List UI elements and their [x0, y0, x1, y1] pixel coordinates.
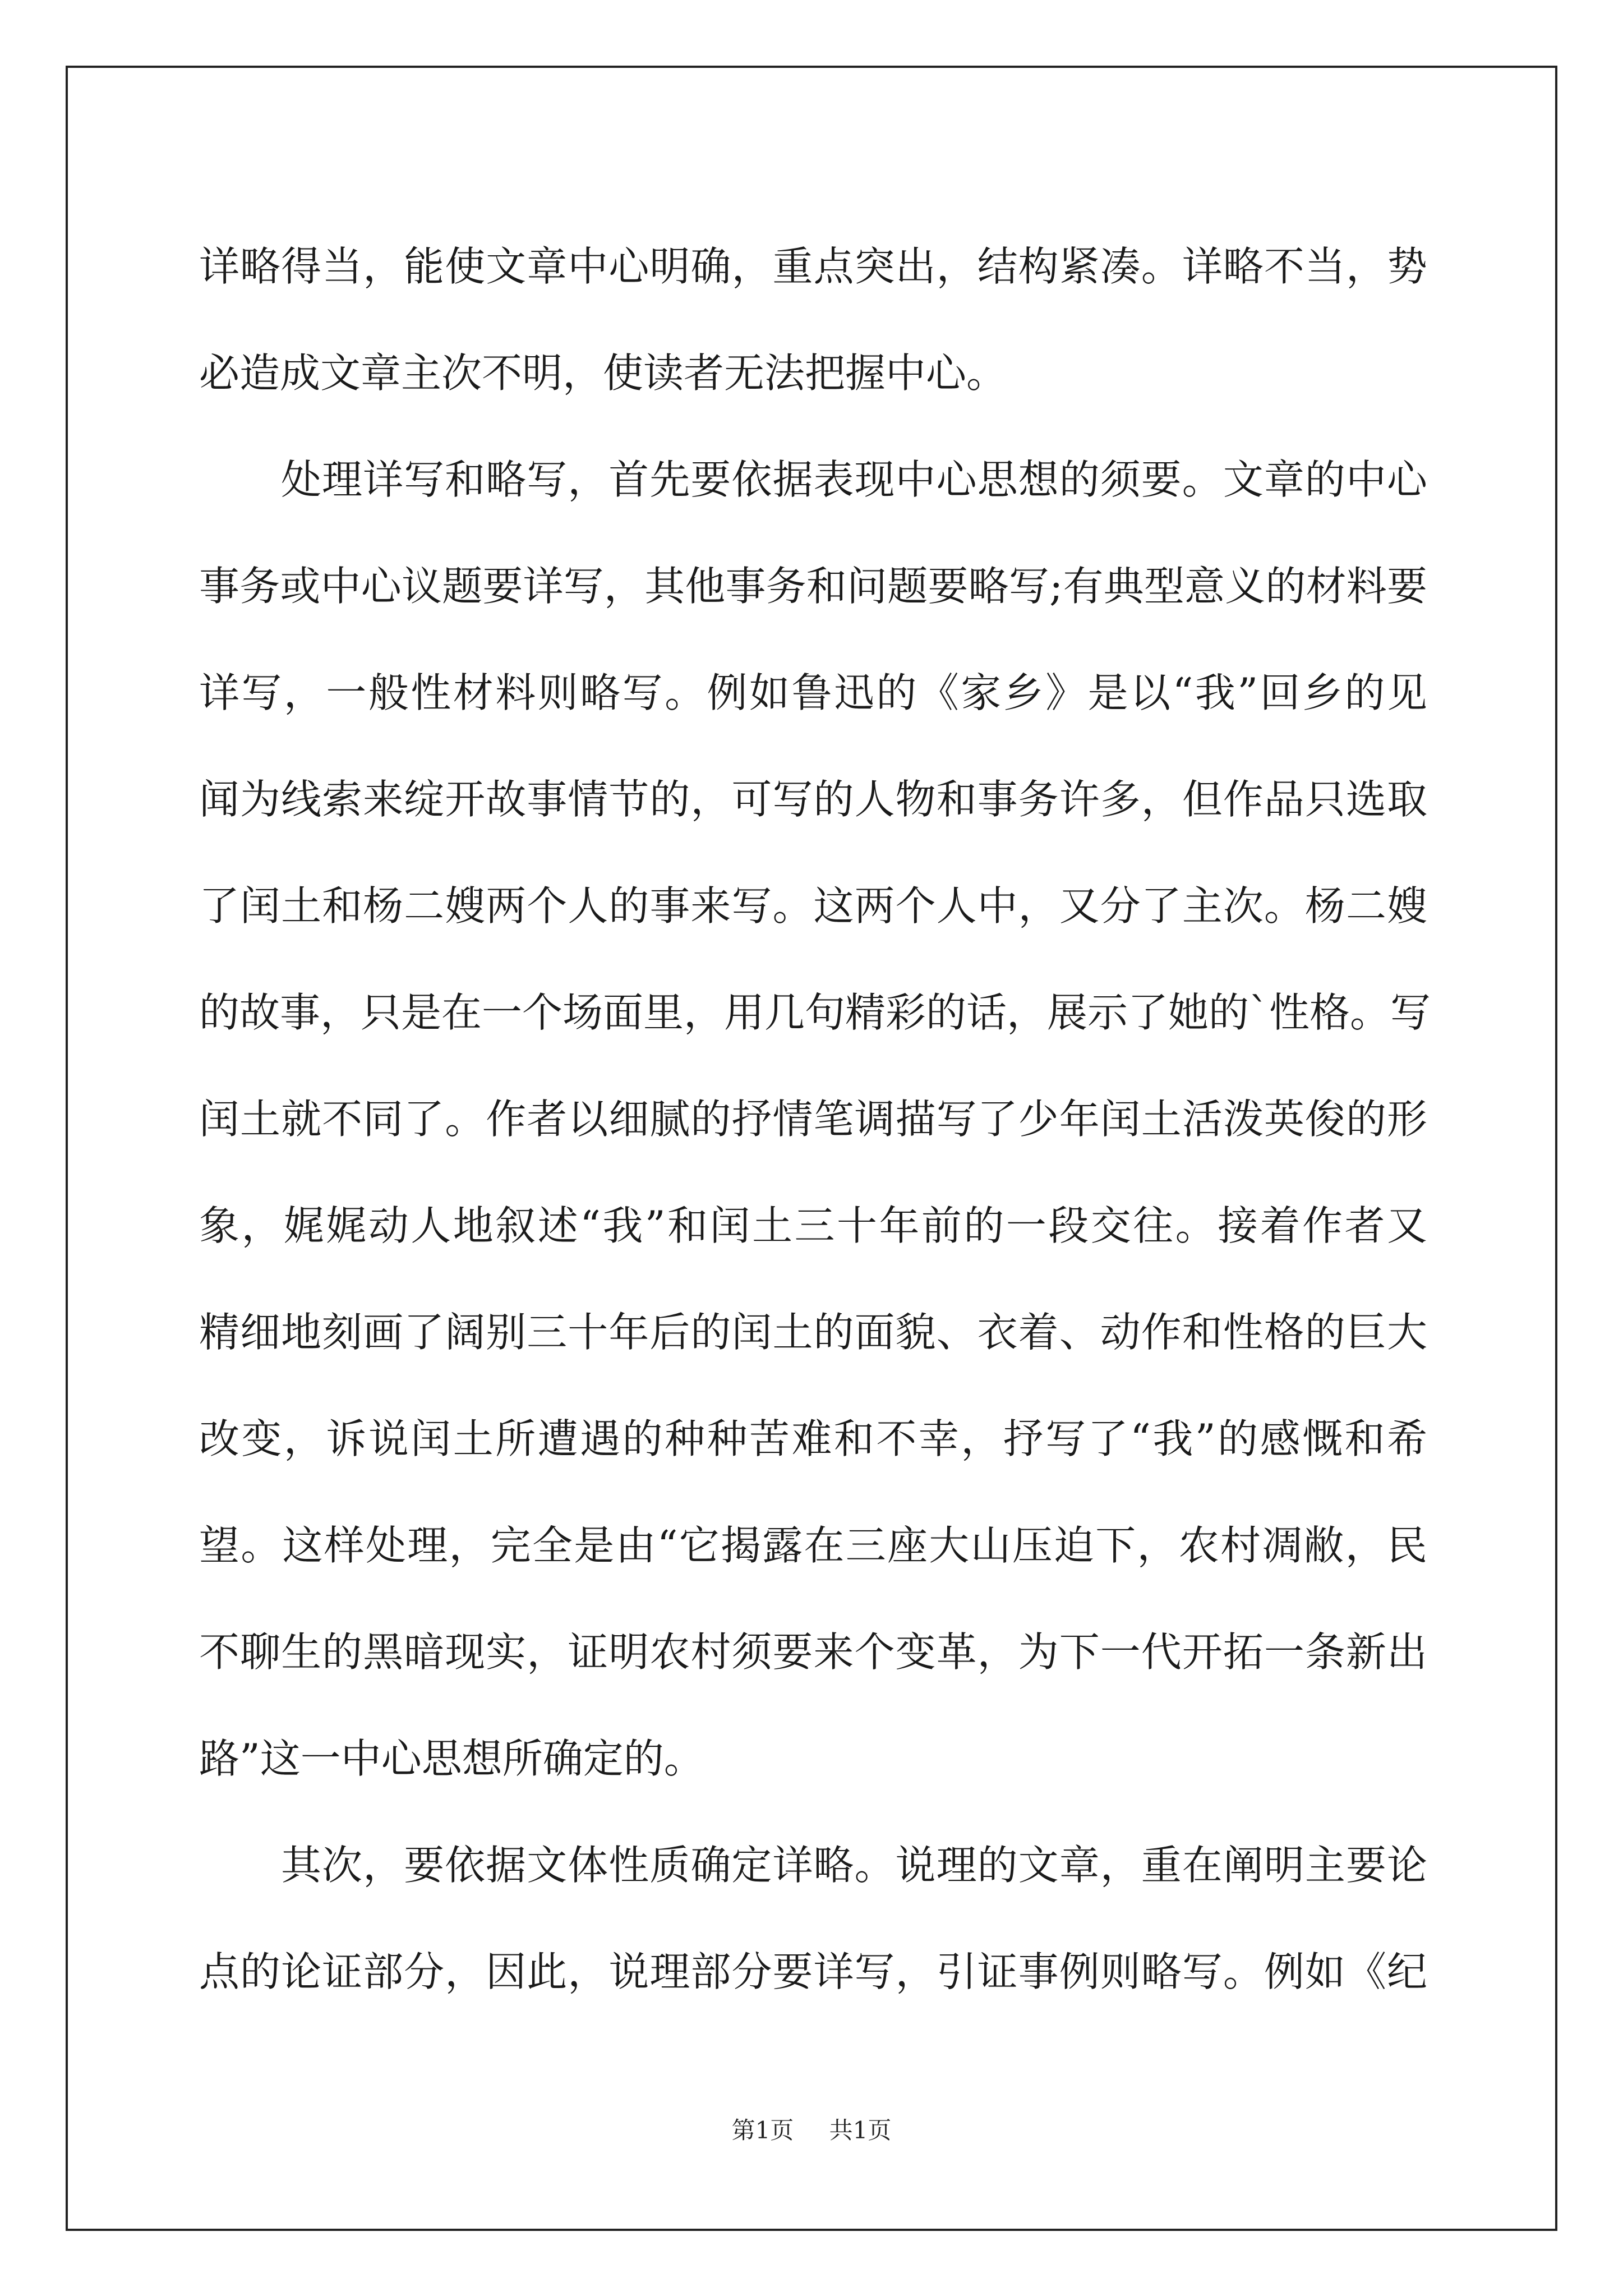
text-line: 望。这样处理，完全是由“它揭露在三座大山压迫下，农村凋敝，民 [199, 1522, 1427, 1569]
text-line: 处理详写和略写，首先要依据表现中心思想的须要。文章的中心 [281, 456, 1427, 503]
text-line: 其次，要依据文体性质确定详略。说理的文章，重在阐明主要论 [281, 1842, 1427, 1889]
text-line: 不聊生的黑暗现实，证明农村须要来个变革，为下一代开拓一条新出 [199, 1628, 1427, 1676]
text-line: 象，娓娓动人地叙述“我”和闰土三十年前的一段交往。接着作者又 [199, 1202, 1427, 1249]
text-line: 点的论证部分，因此，说理部分要详写，引证事例则略写。例如《纪 [199, 1948, 1427, 1995]
page-total: 共1页 [829, 2116, 892, 2144]
text-line: 详写，一般性材料则略写。例如鲁迅的《家乡》是以“我”回乡的见 [199, 669, 1427, 716]
page-number: 第1页 [731, 2116, 794, 2144]
text-line: 路”这一中心思想所确定的。 [199, 1735, 704, 1782]
text-line: 详略得当，能使文章中心明确，重点突出，结构紧凑。详略不当，势 [199, 243, 1427, 290]
text-line: 了闰土和杨二嫂两个人的事来写。这两个人中，又分了主次。杨二嫂 [199, 882, 1427, 930]
text-line: 的故事，只是在一个场面里，用几句精彩的话，展示了她的`性格。写 [199, 989, 1431, 1036]
text-line: 精细地刻画了阔别三十年后的闰土的面貌、衣着、动作和性格的巨大 [199, 1309, 1427, 1356]
page-footer [0, 2112, 1623, 2146]
text-line: 必造成文章主次不明，使读者无法把握中心。 [199, 349, 1007, 397]
text-line: 事务或中心议题要详写，其他事务和问题要略写;有典型意义的材料要 [199, 563, 1427, 610]
document-body [199, 213, 1431, 2025]
text-line: 闻为线索来绽开故事情节的，可写的人物和事务许多，但作品只选取 [199, 776, 1427, 823]
text-line: 闰土就不同了。作者以细腻的抒情笔调描写了少年闰土活泼英俊的形 [199, 1096, 1427, 1143]
text-line: 改变，诉说闰土所遭遇的种种苦难和不幸，抒写了“我”的感慨和希 [199, 1415, 1427, 1462]
